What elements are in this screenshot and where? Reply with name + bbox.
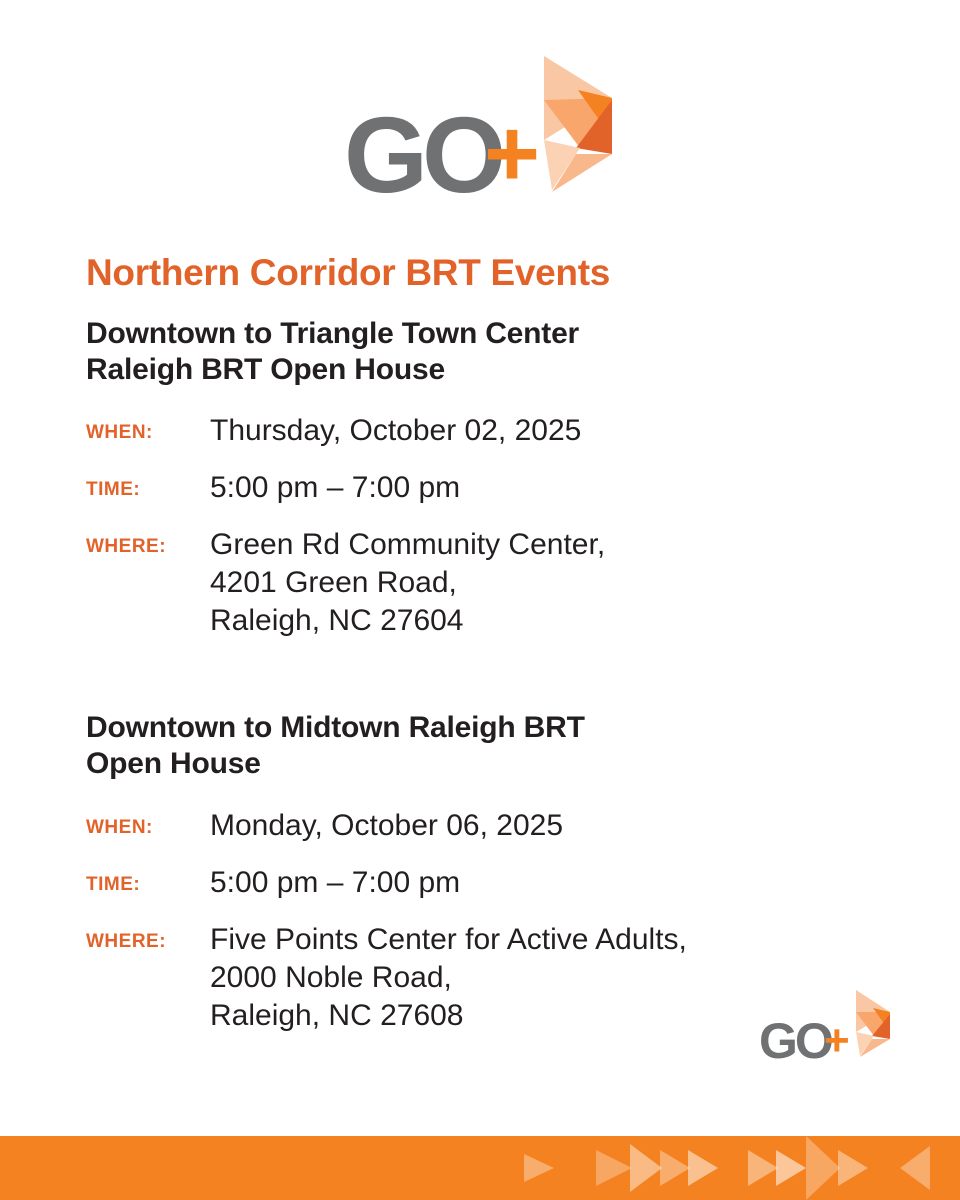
event-2-where-line1: Five Points Center for Active Adults, bbox=[210, 923, 687, 956]
time-label: TIME: bbox=[86, 479, 141, 500]
where-label: WHERE: bbox=[86, 931, 167, 952]
event-2-heading-line2: Open House bbox=[86, 747, 261, 780]
time-label: TIME: bbox=[86, 874, 141, 895]
event-1-where-line2: 4201 Green Road, bbox=[210, 566, 457, 599]
event-2-where-line3: Raleigh, NC 27608 bbox=[210, 999, 464, 1032]
logo-arrow-icon bbox=[544, 56, 612, 192]
goplus-logo-small bbox=[756, 988, 896, 1068]
when-label: WHEN: bbox=[86, 422, 153, 443]
event-2-where-line2: 2000 Noble Road, bbox=[210, 961, 452, 994]
event-1-where-line1: Green Rd Community Center, bbox=[210, 528, 606, 561]
logo-plus-text: + bbox=[484, 100, 541, 207]
event-2-heading-line1: Downtown to Midtown Raleigh BRT bbox=[86, 711, 585, 744]
logo-small-go-text: GO bbox=[759, 1013, 831, 1068]
event-2-when-value: Monday, October 06, 2025 bbox=[210, 809, 563, 842]
logo-small-plus-text: + bbox=[824, 1016, 850, 1065]
event-1-heading-line2: Raleigh BRT Open House bbox=[86, 353, 445, 386]
event-1-when-value: Thursday, October 02, 2025 bbox=[210, 414, 582, 447]
event-1-heading bbox=[86, 316, 579, 388]
event-1-where-value bbox=[210, 526, 605, 640]
page-title: Northern Corridor BRT Events bbox=[86, 252, 611, 293]
event-2-time-value: 5:00 pm – 7:00 pm bbox=[210, 866, 461, 899]
event-2-where-value bbox=[210, 921, 687, 1035]
event-2-heading bbox=[86, 710, 585, 782]
where-label: WHERE: bbox=[86, 536, 167, 557]
footer-bar bbox=[0, 1136, 960, 1200]
event-1-heading-line1: Downtown to Triangle Town Center bbox=[86, 317, 580, 350]
event-1-where-line3: Raleigh, NC 27604 bbox=[210, 604, 464, 637]
goplus-logo bbox=[340, 50, 630, 210]
logo-small-arrow-icon bbox=[856, 990, 890, 1057]
logo-go-text: GO bbox=[344, 94, 501, 210]
when-label: WHEN: bbox=[86, 817, 153, 838]
event-1-time-value: 5:00 pm – 7:00 pm bbox=[210, 471, 461, 504]
